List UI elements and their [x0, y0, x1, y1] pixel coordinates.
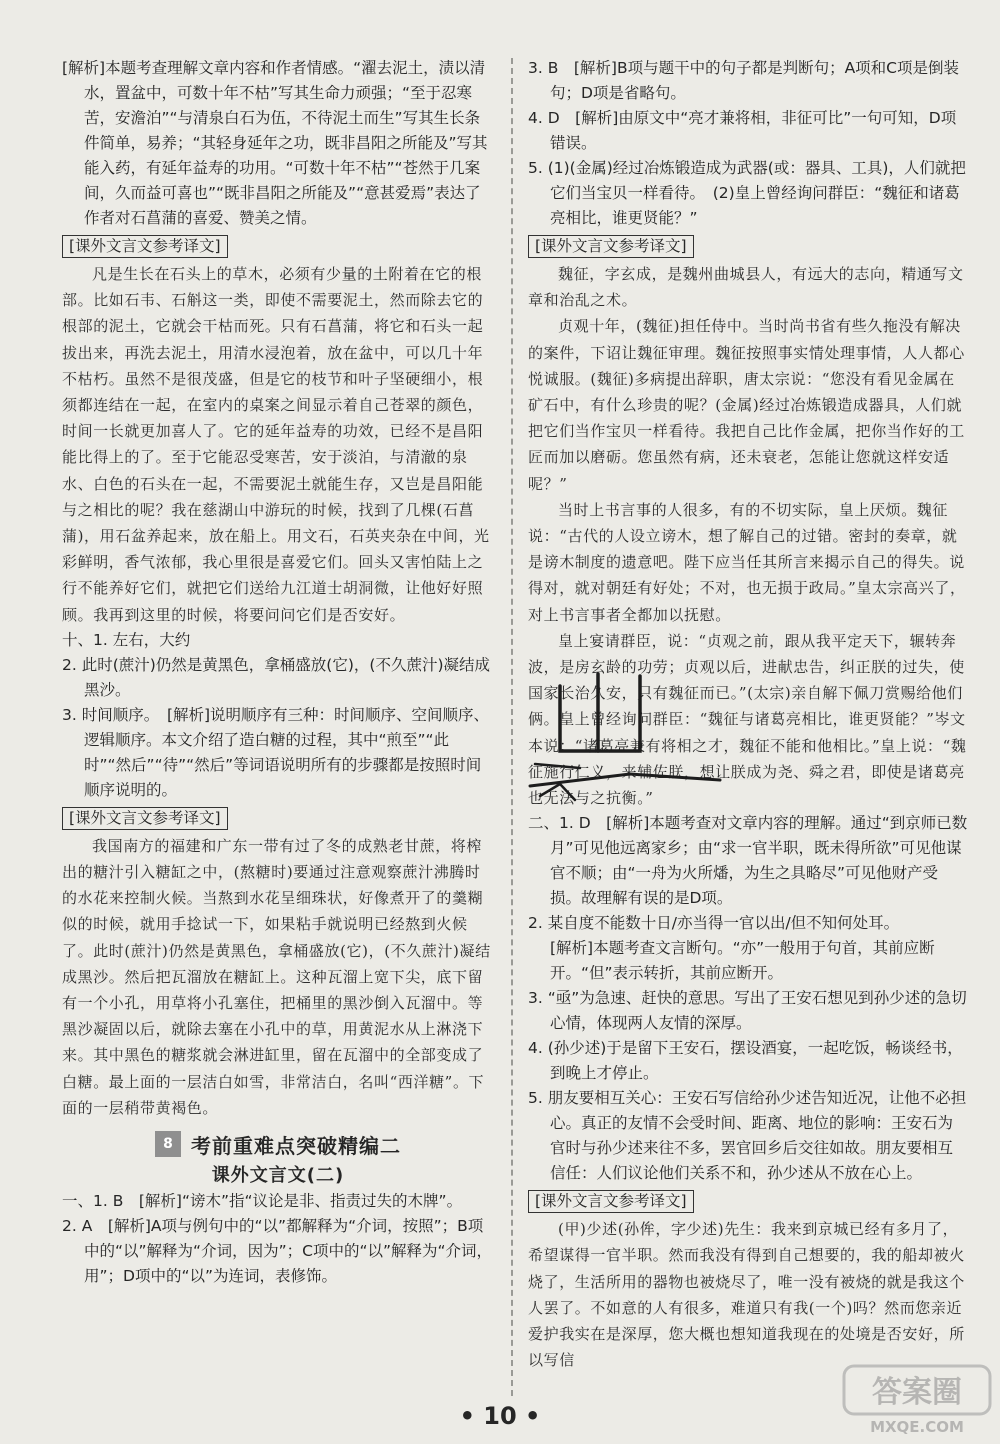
analysis-paragraph: [解析]本题考查理解文章内容和作者情感。“濯去泥土，渍以清水，置盆中，可数十年不枯”写其生命力顽强；“至于忍寒苦，安澹泊”“与清泉白石为伍，不待泥土而生”写其生长条件简单，易养；“其轻身延年之功，既非昌阳之所能及”写其能入药，有延年益寿的功用。“可数十年不枯”“苍然于几案间，久而益可喜也”“既非昌阳之所能及”“意甚爱焉”表达了作者对石菖蒲的喜爱、赞美之情。: [62, 59, 488, 227]
translation-text: 贞观十年，(魏征)担任侍中。当时尚书省有些久拖没有解决的案件，下诏让魏征审理。魏征按照事实情处理事情，人人都心悦诚服。(魏征)多病提出辞职，唐太宗说：“您没有看见金属在矿石中，有什么珍贵的呢？(金属)经过冶炼锻造成器具，人们就把它们当作宝贝一样看待。我把自己比作金属，把你当作好的工匠而加以磨砺。您虽然有病，还未衰老，怎能让您就这样安适呢？”: [528, 317, 965, 493]
watermark-icon: [842, 1362, 992, 1438]
page-number: • 10 •: [459, 1402, 541, 1430]
site-watermark-logo: [842, 1362, 992, 1438]
answer-item: 一、1. B [解析]“谤木”指“议论是非、指责过失的木牌”。: [62, 1192, 463, 1211]
column-divider: [511, 58, 513, 1396]
answer-item: 3. “亟”为急速、赶快的意思。写出了王安石想见到孙少述的急切心情，体现两人友情的深厚。: [528, 989, 967, 1033]
translation-text: (甲)少述(孙侔，字少述)先生：我来到京城已经有多月了，希望谋得一官半职。然而我没有得到自己想要的，我的船却被火烧了，生活所用的器物也被烧尽了，唯一没有被烧的就是我这个人罢了。不如意的人有很多，难道只有我(一个)吗？然而您亲近爱护我实在是深厚，您大概也想知道我现在的处境是否安好，所以写信: [528, 1220, 965, 1370]
answer-item: 4. (孙少述)于是留下王安石，摆设酒宴，一起吃饭，畅谈经书，到晚上才停止。: [528, 1039, 963, 1083]
answer-item: 2. A [解析]A项与例句中的“以”都解释为“介词，按照”；B项中的“以”解释为“介词，因为”；C项中的“以”解释为“介词，用”；D项中的“以”为连词，表修饰。: [62, 1217, 493, 1286]
answer-item: 4. D [解析]由原文中“亮才兼将相，非征可比”一句可知，D项错误。: [528, 109, 957, 152]
answer-item: 5. (1)(金属)经过冶炼锻造成为武器(或：器具、工具)，人们就把它们当宝贝一样看待。 (2)皇上曾经询问群臣：“魏征和诸葛亮相比，谁更贤能？”: [528, 159, 966, 227]
translation-heading: [课外文言文参考译文]: [62, 235, 228, 258]
page-dot: •: [516, 1402, 541, 1430]
answer-item: 2. 此时(蔗汁)仍然是黄黑色，拿桶盛放(它)，(不久蔗汁)凝结成黑沙。: [62, 655, 491, 699]
answer-item: 二、1. D [解析]本题考查对文章内容的理解。通过“到京师已数月”可见他远离家乡；由“求一官半职，既未得所欲”可见他谋官不顺；由“一舟为火所燔，为生之具略尽”可见他财产受损。故理解有误的是D项。: [528, 814, 968, 908]
handwriting-scribble: [520, 656, 810, 806]
page-dot: •: [459, 1402, 484, 1430]
translation-heading: [课外文言文参考译文]: [62, 807, 228, 830]
left-column: [62, 56, 494, 1289]
svg-text:MXQE.COM: MXQE.COM: [870, 1418, 964, 1436]
translation-text: 当时上书言事的人很多，有的不切实际，皇上厌烦。魏征说：“古代的人设立谤木，想了解自己的过错。密封的奏章，就是谤木制度的遗意吧。陛下应当任其所言来揭示自己的得失。说得对，就对朝廷有好处；不对，也无损于政局。”皇太宗高兴了，对上书言事者全都加以抚慰。: [528, 500, 966, 624]
answer-item: 5. 朋友要相互关心：王安石写信给孙少述告知近况，让他不必担心。真正的友情不会受时间、距离、地位的影响：王安石为官时与孙少述来往不多，罢官回乡后交往如故。朋友要相互信任：人们议论他们关系不和，孙少述从不放在心上。: [528, 1089, 967, 1183]
section-header: [62, 1129, 494, 1159]
answer-item: 3. 时间顺序。 [解析]说明顺序有三种：时间顺序、空间顺序、逻辑顺序。本文介绍了造白糖的过程，其中“煎至”“此时”“然后”“待”“然后”等词语说明所有的步骤都是按照时间顺序说明的。: [62, 705, 490, 799]
answer-item: 十、1. 左右，大约: [62, 630, 191, 649]
translation-text: 凡是生长在石头上的草木，必须有少量的土附着在它的根部。比如石韦、石斛这一类，即使不需要泥土，然而除去它的根部的泥土，它就会干枯而死。只有石菖蒲，将它和石头一起拔出来，再洗去泥土，用清水浸泡着，放在盆中，可以几十年不枯朽。虽然不是很茂盛，但是它的枝节和叶子坚硬细小，根须都连结在一起，在室内的桌案之间显示着自己苍翠的颜色，时间一长就更加喜人了。它的延年益寿的功效，已经不是昌阳能比得上的了。至于它能忍受寒苦，安于淡泊，与清澈的泉水、白色的石头在一起，不需要泥土就能生存，又岂是昌阳能与之相比的呢？我在慈湖山中游玩的时候，找到了几棵(石菖蒲)，用石盆养起来，放在船上。用文石，石英夹杂在中间，光彩鲜明，香气浓郁，我心里很是喜爱它们。回头又害怕陆上之行不能养好它们，就把它们送给九江道士胡洞微，让他好好照顾。我再到这里的时候，将要问问它们是否安好。: [62, 265, 490, 624]
section-subtitle: 课外文言文(二): [211, 1165, 345, 1187]
translation-heading: [课外文言文参考译文]: [528, 235, 694, 258]
analysis-paragraph: [解析]本题考查文言断句。“亦”一般用于句首，其前应断开。“但”表示转折，其前应断开。: [550, 939, 935, 983]
translation-text: 魏征，字玄成，是魏州曲城县人，有远大的志向，精通写文章和治乱之术。: [528, 265, 964, 310]
svg-text:答案圈: 答案圈: [872, 1375, 962, 1410]
answer-item: 2. 某自度不能数十日/亦当得一官以出/但不知何处耳。: [528, 914, 900, 933]
section-title: 考前重难点突破精编二: [191, 1133, 401, 1158]
translation-text: 皇上宴请群臣，说：“贞观之前，跟从我平定天下，辗转奔波，是房玄龄的功劳；贞观以后，进献忠告，纠正朕的过失，使国家长治久安，只有魏征而已。”(太宗)亲自解下佩刀赏赐给他们俩。皇上曾经询问群臣：“魏征与诸葛亮相比，谁更贤能？”岑文本说：“诸葛亮兼有将相之才，魏征不能和他相比。”皇上说：“魏征施行仁义，来辅佐朕，想让朕成为尧、舜之君，即使是诸葛亮也无法与之抗衡。”: [528, 631, 967, 808]
translation-text: 我国南方的福建和广东一带有过了冬的成熟老甘蔗，将榨出的糖汁引入糖缸之中，(熬糖时)要通过注意观察蔗汁沸腾时的水花来控制火候。当熬到水花呈细珠状，好像煮开了的羹糊似的时候，就用手捻试一下，如果粘手就说明已经熬到火候了。此时(蔗汁)仍然是黄黑色，拿桶盛放(它)，(不久蔗汁)凝结成黑沙。然后把瓦溜放在糖缸上。这种瓦溜上宽下尖，底下留有一个小孔，用草将小孔塞住，把桶里的黑沙倒入瓦溜中。等黑沙凝固以后，就除去塞在小孔中的草，用黄泥水从上淋浇下来。其中黑色的糖浆就会淋进缸里，留在瓦溜中的全部变成了白糖。最上面的一层洁白如雪，非常洁白，名叫“西洋糖”。下面的一层稍带黄褐色。: [62, 836, 491, 1117]
answer-item: 3. B [解析]B项与题干中的句子都是判断句；A项和C项是倒装句；D项是省略句。: [528, 59, 960, 102]
translation-heading: [课外文言文参考译文]: [528, 1190, 694, 1213]
section-number: 8: [155, 1131, 181, 1157]
